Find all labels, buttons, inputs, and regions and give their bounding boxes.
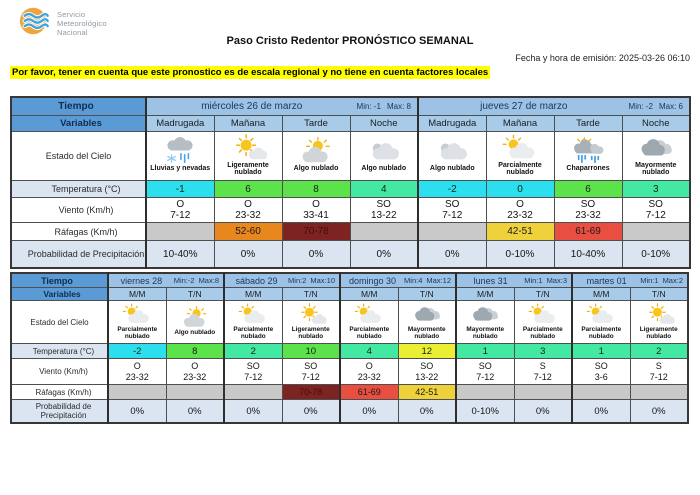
gust-cell: 70-78 <box>282 385 340 400</box>
wind-direction: O <box>133 361 141 371</box>
precip-cell: 0% <box>166 400 224 424</box>
algo-nublado-noche-icon <box>419 137 486 165</box>
sky-cell <box>514 301 572 344</box>
two-day-forecast-table <box>10 96 691 269</box>
period-header: M/M <box>456 288 514 301</box>
sky-cell <box>146 132 214 181</box>
gust-cell: 42-51 <box>486 223 554 241</box>
wind-direction: SO <box>478 361 492 371</box>
gust-cell <box>418 223 486 241</box>
gust-cell <box>456 385 514 400</box>
algo-nublado-dia-icon <box>167 306 224 329</box>
sky-label: Mayormente nublado <box>407 325 446 340</box>
wind-speed: 7-12 <box>645 210 666 221</box>
wind-direction: S <box>539 361 546 371</box>
sky-label: Parcialmente nublado <box>498 161 542 176</box>
wind-direction: SO <box>304 361 318 371</box>
logo-line-3: Nacional <box>57 28 88 37</box>
wind-direction: S <box>655 361 662 371</box>
day-max: Max:8 <box>198 276 219 285</box>
forecast-table-days-1-2 <box>10 96 691 269</box>
wind-cell <box>554 198 622 223</box>
smn-logo-text <box>57 10 107 37</box>
sky-cell <box>572 301 630 344</box>
wind-direction: SO <box>445 199 460 210</box>
mayormente-nublado-icon <box>457 303 514 326</box>
gust-cell: 61-69 <box>554 223 622 241</box>
day-header <box>224 273 340 288</box>
row-label-gusts: Ráfagas (Km/h) <box>11 385 108 400</box>
precip-cell: 0% <box>108 400 166 424</box>
day-name: sábado 29 <box>235 275 278 286</box>
wind-cell <box>166 359 224 385</box>
period-header: Madrugada <box>146 116 214 132</box>
day-name: viernes 28 <box>120 275 163 286</box>
algo-nublado-dia-icon <box>283 137 350 165</box>
gust-cell: 52-60 <box>214 223 282 241</box>
parcialmente-nublado-icon <box>109 303 166 326</box>
wind-direction: SO <box>648 199 663 210</box>
wind-direction: O <box>312 199 320 210</box>
row-label-wind: Viento (Km/h) <box>11 198 146 223</box>
sky-label: Algo nublado <box>293 165 339 173</box>
temp-cell: 0 <box>486 181 554 198</box>
day-min: Min:4 <box>404 276 423 285</box>
wind-speed: 3-6 <box>594 371 608 382</box>
emission-datetime: Fecha y hora de emisión: 2025-03-26 06:10 <box>515 53 690 63</box>
wind-cell <box>418 198 486 223</box>
wind-cell <box>514 359 572 385</box>
day-header <box>572 273 688 288</box>
wind-cell <box>630 359 688 385</box>
wind-direction: SO <box>246 361 260 371</box>
wind-speed: 23-32 <box>125 371 149 382</box>
period-header: Noche <box>622 116 690 132</box>
day-min: Min:1 <box>524 276 543 285</box>
wind-direction: O <box>244 199 252 210</box>
period-header: Mañana <box>214 116 282 132</box>
temp-cell: 3 <box>514 344 572 359</box>
period-header: M/M <box>340 288 398 301</box>
ligeramente-nublado-icon <box>283 303 340 326</box>
wind-speed: 7-12 <box>301 371 320 382</box>
wind-speed: 7-12 <box>649 371 668 382</box>
lluvias-nevadas-icon <box>147 137 214 165</box>
temp-cell: 8 <box>282 181 350 198</box>
sky-label: Mayormente nublado <box>466 325 505 340</box>
wind-cell <box>572 359 630 385</box>
sky-label: Chaparrones <box>566 165 610 173</box>
wind-cell <box>350 198 418 223</box>
precip-cell: 0% <box>224 400 282 424</box>
variables-label: Variables <box>11 116 146 132</box>
temp-cell: 8 <box>166 344 224 359</box>
sky-label: Parcialmente nublado <box>349 325 390 340</box>
wind-direction: SO <box>580 199 596 210</box>
wind-speed: 7-12 <box>476 371 495 382</box>
period-header: Madrugada <box>418 116 486 132</box>
wind-speed: 13-22 <box>370 210 397 221</box>
sky-label: Ligeramente nublado <box>291 325 330 340</box>
temp-cell: 6 <box>214 181 282 198</box>
row-label-wind: Viento (Km/h) <box>11 359 108 385</box>
precip-cell: 0% <box>572 400 630 424</box>
sky-cell <box>554 132 622 181</box>
wind-cell <box>622 198 690 223</box>
sky-cell <box>486 132 554 181</box>
sky-label: Algo nublado <box>174 329 216 336</box>
period-header: T/N <box>398 288 456 301</box>
precip-cell: 0% <box>340 400 398 424</box>
wind-direction: SO <box>420 361 434 371</box>
period-header: M/M <box>108 288 166 301</box>
sky-label: Parcialmente nublado <box>522 325 563 340</box>
wind-direction: SO <box>376 199 391 210</box>
precip-cell: 0-10% <box>456 400 514 424</box>
temp-cell: 2 <box>630 344 688 359</box>
day-name: domingo 30 <box>349 275 397 286</box>
wind-direction: O <box>176 199 185 210</box>
day-name: lunes 31 <box>473 275 508 286</box>
row-label-sky: Estado del Cielo <box>11 301 108 344</box>
sky-cell <box>166 301 224 344</box>
mayormente-nublado-icon <box>623 134 690 162</box>
day-min: Min:1 <box>640 276 659 285</box>
day-min: Min: -1 <box>356 102 381 111</box>
precip-cell: 0% <box>282 400 340 424</box>
sky-cell <box>214 132 282 181</box>
sky-label: Algo nublado <box>429 165 475 173</box>
gust-cell: 42-51 <box>398 385 456 400</box>
day-header <box>146 97 418 116</box>
gust-cell: 61-69 <box>340 385 398 400</box>
temp-cell: 4 <box>340 344 398 359</box>
day-max: Max: 8 <box>386 102 411 111</box>
sky-cell <box>224 301 282 344</box>
parcialmente-nublado-icon <box>341 303 398 326</box>
weekly-forecast-table <box>10 272 689 424</box>
day-name: jueves 27 de marzo <box>480 101 568 112</box>
wind-direction: O <box>516 199 524 210</box>
day-name: martes 01 <box>586 275 627 286</box>
regional-warning-text: Por favor, tener en cuenta que este pronostico es de escala regional y no tiene en cuenta factores locales <box>12 67 489 78</box>
wind-cell <box>398 359 456 385</box>
day-header <box>418 97 690 116</box>
wind-speed: 23-32 <box>357 371 381 382</box>
wind-direction: SO <box>594 361 608 371</box>
temp-cell: 10 <box>282 344 340 359</box>
chaparrones-icon <box>555 137 622 165</box>
period-header: Mañana <box>486 116 554 132</box>
precip-cell: 0% <box>630 400 688 424</box>
wind-cell <box>224 359 282 385</box>
sky-cell <box>418 132 486 181</box>
sky-cell <box>340 301 398 344</box>
gust-cell <box>224 385 282 400</box>
temp-cell: -2 <box>108 344 166 359</box>
wind-speed: 23-32 <box>235 210 261 221</box>
day-min: Min:2 <box>288 276 307 285</box>
sky-cell <box>398 301 456 344</box>
ligeramente-nublado-icon <box>631 303 688 326</box>
gust-cell <box>622 223 690 241</box>
day-max: Max:2 <box>662 276 683 285</box>
period-header: T/N <box>166 288 224 301</box>
page-title: Paso Cristo Redentor PRONÓSTICO SEMANAL <box>226 35 474 47</box>
wind-cell <box>456 359 514 385</box>
parcialmente-nublado-icon <box>225 303 282 326</box>
sky-cell <box>282 301 340 344</box>
ligeramente-nublado-icon <box>215 134 282 162</box>
period-header: T/N <box>514 288 572 301</box>
parcialmente-nublado-icon <box>573 303 630 326</box>
day-max: Max:10 <box>310 276 335 285</box>
variables-label: Variables <box>11 288 108 301</box>
period-header: Tarde <box>554 116 622 132</box>
gust-cell: 70-78 <box>282 223 350 241</box>
wind-speed: 23-32 <box>183 371 207 382</box>
day-min: Min: -2 <box>628 102 653 111</box>
sky-label: Parcialmente nublado <box>233 325 274 340</box>
wind-speed: 13-22 <box>415 371 439 382</box>
wind-speed: 7-12 <box>244 371 263 382</box>
wind-direction: O <box>365 361 373 371</box>
temp-cell: 3 <box>622 181 690 198</box>
algo-nublado-noche-icon <box>351 137 418 165</box>
temp-cell: 1 <box>456 344 514 359</box>
wind-cell <box>340 359 398 385</box>
day-min: Min:-2 <box>173 276 195 285</box>
wind-speed: 33-41 <box>303 210 329 221</box>
period-header: M/M <box>572 288 630 301</box>
mayormente-nublado-icon <box>399 303 456 326</box>
period-header: T/N <box>282 288 340 301</box>
wind-direction: O <box>191 361 199 371</box>
sky-label: Parcialmente nublado <box>117 325 158 340</box>
gust-cell <box>108 385 166 400</box>
day-name: miércoles 26 de marzo <box>201 101 303 112</box>
period-header: T/N <box>630 288 688 301</box>
sky-label: Algo nublado <box>361 165 407 173</box>
day-max: Max: 6 <box>658 102 683 111</box>
row-label-precip: Probabilidad de Precipitación <box>11 400 108 424</box>
precip-cell: 0% <box>282 241 350 269</box>
gust-cell <box>146 223 214 241</box>
wind-speed: 7-12 <box>170 210 191 221</box>
gust-cell <box>514 385 572 400</box>
gust-cell <box>572 385 630 400</box>
regional-warning <box>10 67 490 78</box>
temp-cell: -2 <box>418 181 486 198</box>
sky-cell <box>108 301 166 344</box>
sky-cell <box>622 132 690 181</box>
temp-cell: 12 <box>398 344 456 359</box>
day-header <box>108 273 224 288</box>
wind-speed: 23-32 <box>507 210 533 221</box>
sky-cell <box>282 132 350 181</box>
sky-label: Lluvias y nevadas <box>150 165 211 173</box>
wind-cell <box>282 198 350 223</box>
period-header: Tarde <box>282 116 350 132</box>
precip-cell: 10-40% <box>146 241 214 269</box>
period-header: Noche <box>350 116 418 132</box>
tiempo-label: Tiempo <box>11 97 146 116</box>
wind-cell <box>108 359 166 385</box>
sky-label: Mayormente nublado <box>635 161 677 176</box>
logo-line-2: Meteorológico <box>57 19 107 28</box>
day-header <box>456 273 572 288</box>
temp-cell: 4 <box>350 181 418 198</box>
logo-line-1: Servicio <box>57 10 86 19</box>
day-max: Max:3 <box>546 276 567 285</box>
sky-label: Parcialmente nublado <box>581 325 622 340</box>
row-label-temperature: Temperatura (°C) <box>11 344 108 359</box>
gust-cell <box>166 385 224 400</box>
row-label-temperature: Temperatura (°C) <box>11 181 146 198</box>
gust-cell <box>630 385 688 400</box>
day-max: Max:12 <box>426 276 451 285</box>
row-label-sky: Estado del Cielo <box>11 132 146 181</box>
row-label-precip: Probabilidad de Precipitación <box>11 241 146 269</box>
sky-cell <box>456 301 514 344</box>
precip-cell: 0% <box>418 241 486 269</box>
temp-cell: 6 <box>554 181 622 198</box>
sky-label: Ligeramente nublado <box>639 325 678 340</box>
wind-speed: 23-32 <box>575 210 601 221</box>
wind-cell <box>214 198 282 223</box>
wind-speed: 7-12 <box>533 371 552 382</box>
sky-label: Ligeramente nublado <box>227 161 269 176</box>
precip-cell: 0% <box>398 400 456 424</box>
wind-cell <box>282 359 340 385</box>
row-label-gusts: Ráfagas (Km/h) <box>11 223 146 241</box>
parcialmente-nublado-icon <box>515 303 572 326</box>
wind-cell <box>146 198 214 223</box>
precip-cell: 0% <box>350 241 418 269</box>
temp-cell: 2 <box>224 344 282 359</box>
gust-cell <box>350 223 418 241</box>
temp-cell: 1 <box>572 344 630 359</box>
sky-cell <box>350 132 418 181</box>
day-header <box>340 273 456 288</box>
wind-cell <box>486 198 554 223</box>
temp-cell: -1 <box>146 181 214 198</box>
precip-cell: 10-40% <box>554 241 622 269</box>
wind-speed: 7-12 <box>442 210 463 221</box>
parcialmente-nublado-icon <box>487 134 554 162</box>
sky-cell <box>630 301 688 344</box>
forecast-table-days-3-7 <box>10 272 689 424</box>
precip-cell: 0% <box>514 400 572 424</box>
tiempo-label: Tiempo <box>11 273 108 288</box>
precip-cell: 0% <box>214 241 282 269</box>
period-header: M/M <box>224 288 282 301</box>
precip-cell: 0-10% <box>486 241 554 269</box>
precip-cell: 0-10% <box>622 241 690 269</box>
